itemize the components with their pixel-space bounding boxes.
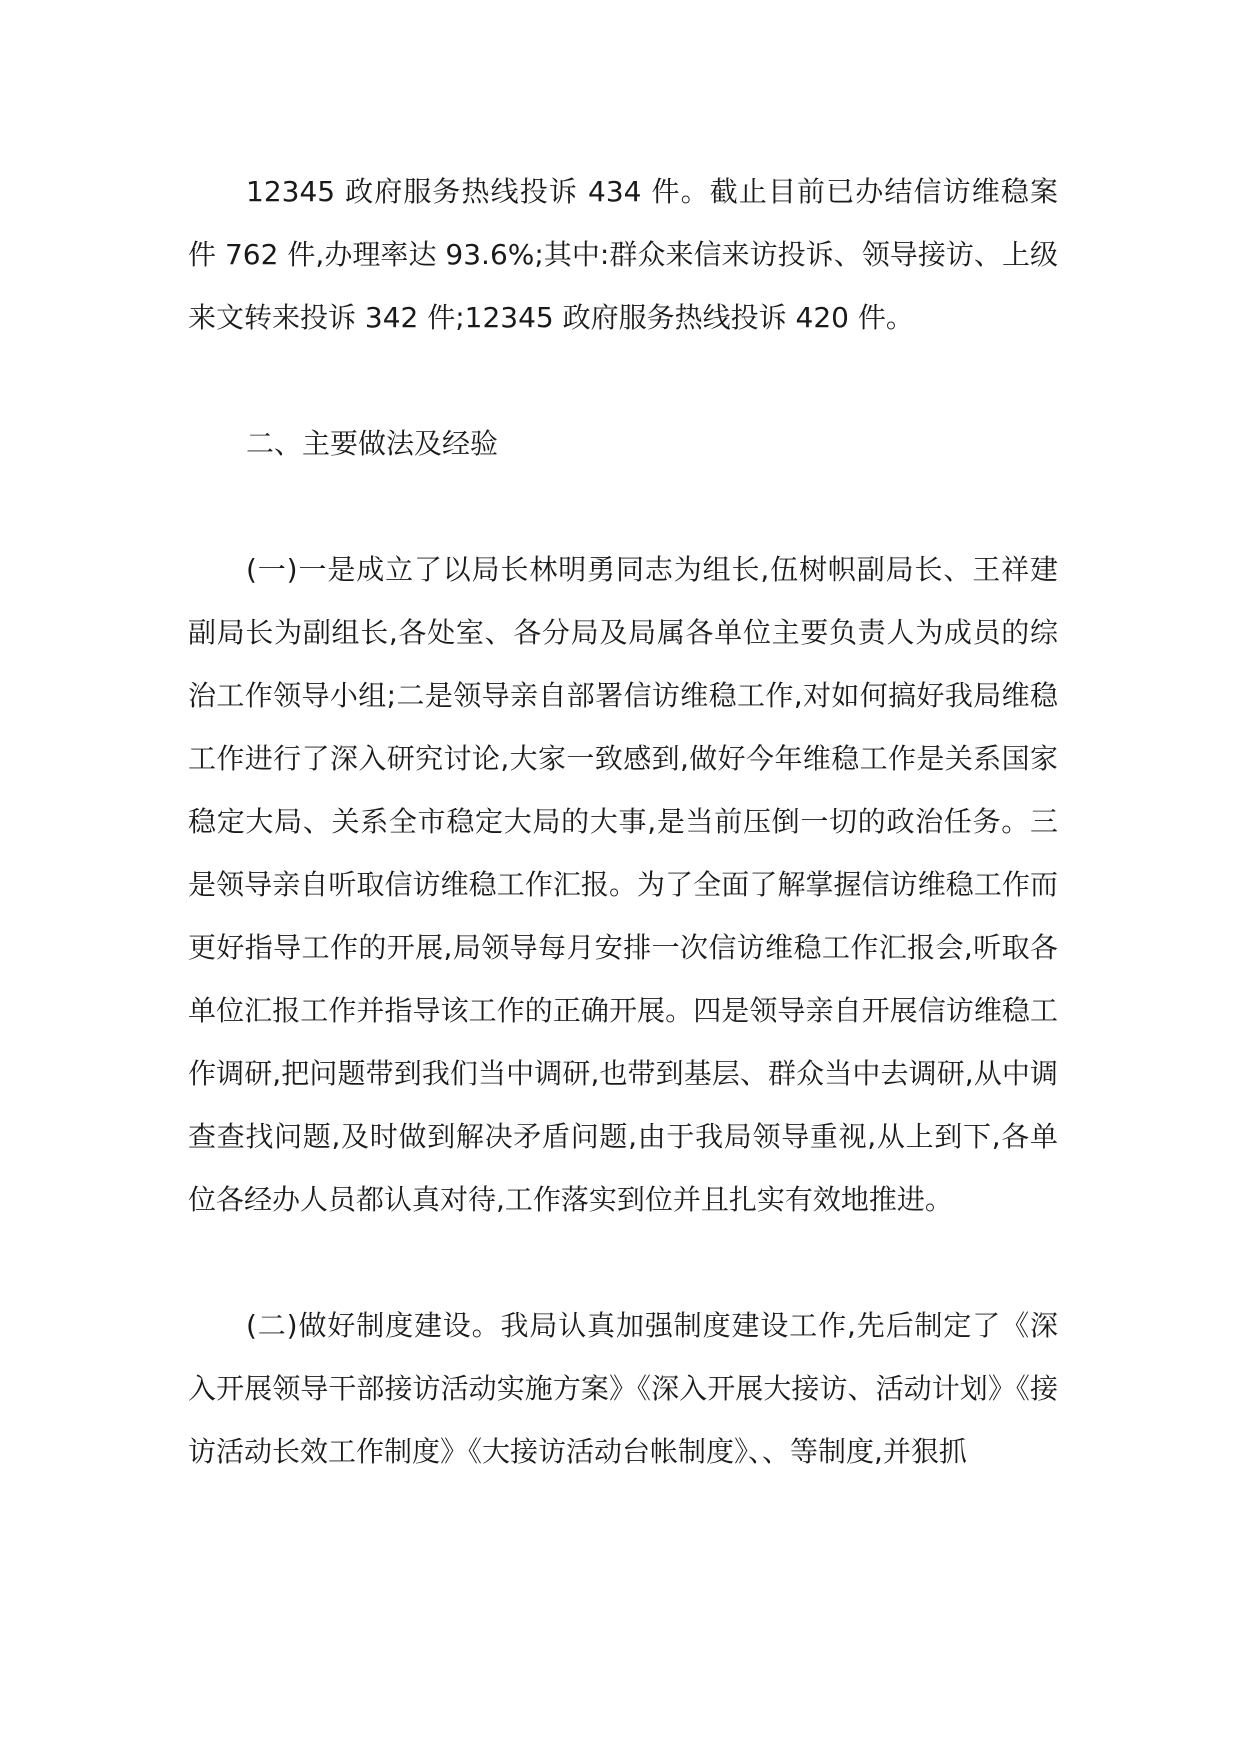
document-page xyxy=(188,160,1058,1483)
paragraph-complaint-statistics: 12345 政府服务热线投诉 434 件。截止目前已办结信访维稳案件 762 件,办理率达 93.6%;其中:群众来信来访投诉、领导接访、上级来文转来投诉 342 件;12345 政府服务热线投诉 420 件。 xyxy=(188,175,1058,334)
paragraph-leadership: (一)一是成立了以局长林明勇同志为组长,伍树帜副局长、王祥建副局长为副组长,各处室、各分局及局属各单位主要负责人为成员的综治工作领导小组;二是领导亲自部署信访维稳工作,对如何搞好我局维稳工作进行了深入研究讨论,大家一致感到,做好今年维稳工作是关系国家稳定大局、关系全市稳定大局的大事,是当前压倒一切的政治任务。三是领导亲自听取信访维稳工作汇报。为了全面了解掌握信访维稳工作而更好指导工作的开展,局领导每月安排一次信访维稳工作汇报会,听取各单位汇报工作并指导该工作的正确开展。四是领导亲自开展信访维稳工作调研,把问题带到我们当中调研,也带到基层、群众当中去调研,从中调查查找问题,及时做到解决矛盾问题,由于我局领导重视,从上到下,各单位各经办人员都认真对待,工作落实到位并且扎实有效地推进。 xyxy=(188,553,1058,1216)
paragraph-system-building: (二)做好制度建设。我局认真加强制度建设工作,先后制定了《深入开展领导干部接访活动实施方案》《深入开展大接访、活动计划》《接访活动长效工作制度》《大接访活动台帐制度》、、等制度,并狠抓 xyxy=(188,1309,1058,1468)
section-heading-practices: 二、主要做法及经验 xyxy=(246,427,499,460)
